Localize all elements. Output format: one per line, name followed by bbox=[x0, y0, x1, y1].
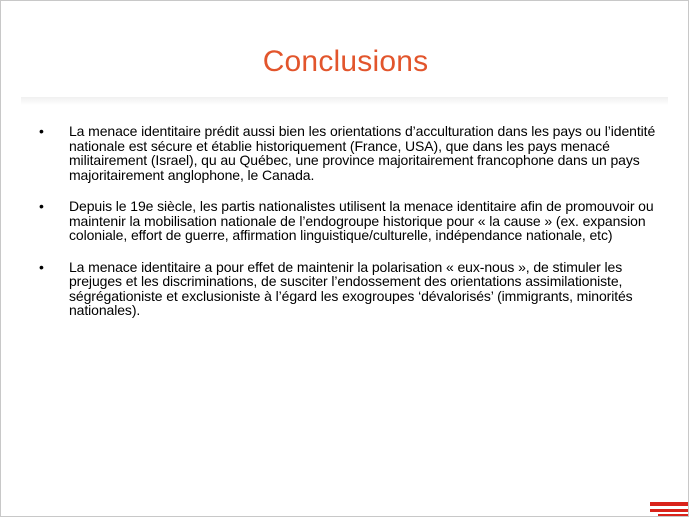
bullet-marker: • bbox=[39, 198, 44, 214]
title-divider bbox=[21, 97, 668, 105]
bullet-text: La menace identitaire prédit aussi bien les orientations d’acculturation dans les pays ou l’identité nationale est sécure et établie historiquement (France, USA), que dans les pays menacé militairement (Israel), qu au Québec, une province majoritairement francophone dans un pays majoritairement anglophone, le Canada. bbox=[69, 123, 656, 183]
corner-accent-bar bbox=[658, 514, 688, 516]
bullet-marker: • bbox=[39, 123, 44, 139]
bullet-list bbox=[37, 124, 657, 335]
list-item bbox=[37, 199, 657, 243]
slide-title: Conclusions bbox=[262, 45, 429, 78]
bullet-marker: • bbox=[39, 258, 44, 275]
bullet-text: La menace identitaire a pour effet de maintenir la polarisation « eux-nous », de stimuler les prejuges et les discriminations, de susciter l’endossement des orientations assimilationiste, ségrégationiste et exclusioniste à l’égard les exogroupes ‘dévalorisés’ (immigrants, minorités nationales). bbox=[69, 258, 633, 318]
corner-accent-bar bbox=[650, 509, 688, 512]
bullet-text: Depuis le 19e siècle, les partis nationalistes utilisent la menace identitaire afin de promouvoir ou maintenir la mobilisation nationale de l’endogroupe historique pour « la cause » (ex. expansion coloniale, effort de guerre, affirmation linguistique/culturelle, indépendance nationale, etc) bbox=[69, 198, 654, 243]
corner-accent-bar bbox=[650, 502, 688, 506]
list-item bbox=[37, 260, 657, 318]
list-item bbox=[37, 124, 657, 182]
